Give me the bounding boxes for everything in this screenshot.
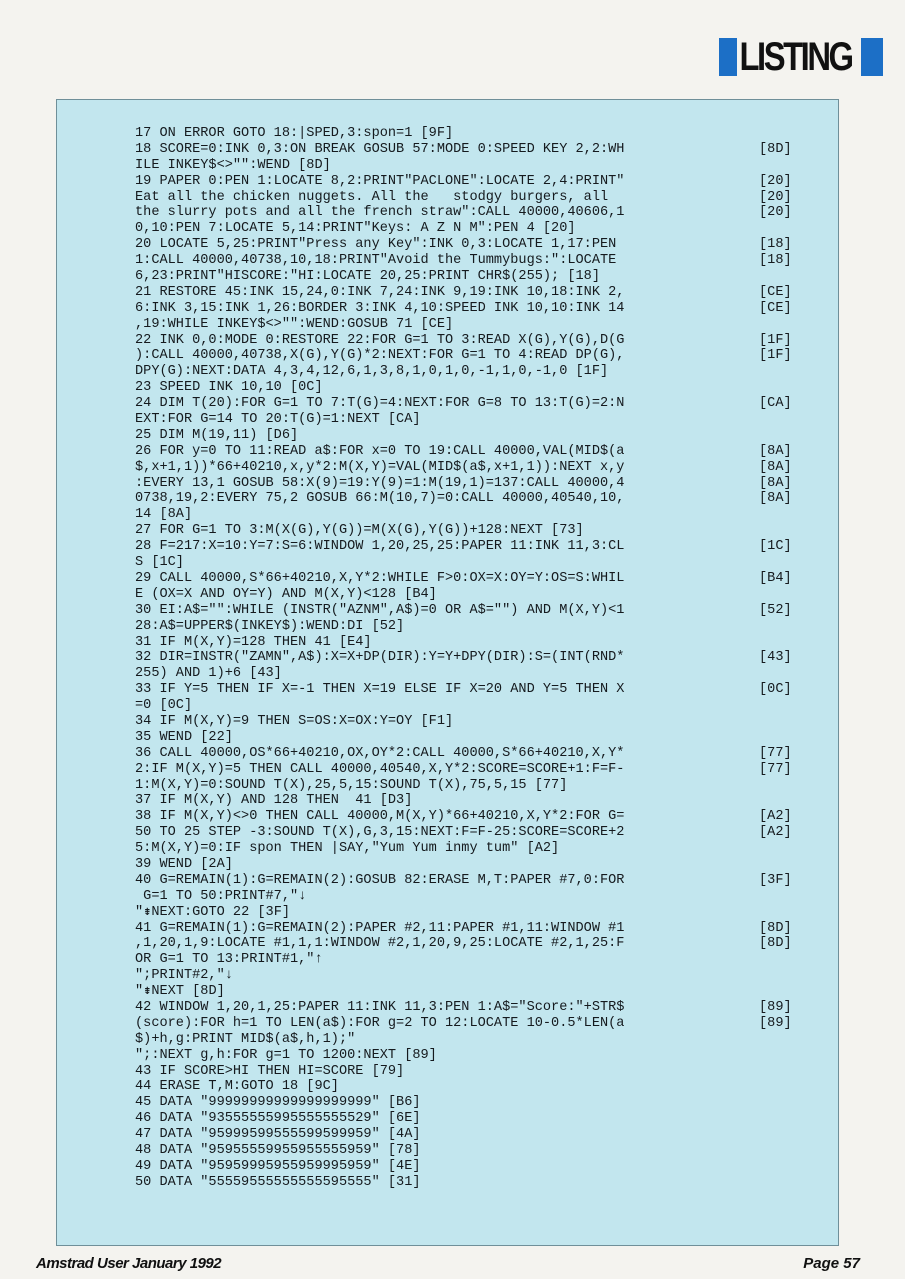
listing-line: [135, 507, 825, 523]
line-checksum: [759, 126, 825, 142]
listing-panel: [56, 99, 839, 1246]
line-code: 31 IF M(X,Y)=128 THEN 41 [E4]: [135, 634, 372, 650]
line-code: 41 G=REMAIN(1):G=REMAIN(2):PAPER #2,11:PAPER #1,11:WINDOW #1: [135, 920, 625, 936]
line-checksum: [759, 1064, 825, 1080]
line-code: "⇟NEXT [8D]: [135, 984, 225, 1000]
listing-line: [135, 1175, 825, 1191]
listing-line: [135, 603, 825, 619]
line-code: 44 ERASE T,M:GOTO 18 [9C]: [135, 1079, 339, 1095]
line-checksum: [759, 698, 825, 714]
line-code: S [1C]: [135, 555, 184, 571]
line-code: 32 DIR=INSTR("ZAMN",A$):X=X+DP(DIR):Y=Y+DPY(DIR):S=(INT(RND*: [135, 650, 625, 666]
line-code: 43 IF SCORE>HI THEN HI=SCORE [79]: [135, 1063, 405, 1079]
line-checksum: [43]: [759, 650, 792, 666]
listing-line: [135, 650, 825, 666]
line-code: 5:M(X,Y)=0:IF spon THEN |SAY,"Yum Yum inmy tum" [A2]: [135, 841, 560, 857]
line-checksum: [759, 1111, 825, 1127]
listing-line: [135, 762, 825, 778]
listing-line: [135, 555, 825, 571]
line-checksum: [759, 730, 825, 746]
line-checksum: [CA]: [759, 396, 792, 412]
line-code: 37 IF M(X,Y) AND 128 THEN 41 [D3]: [135, 793, 413, 809]
listing-line: [135, 285, 825, 301]
line-checksum: [759, 793, 825, 809]
line-checksum: [759, 587, 825, 603]
listing-line: [135, 380, 825, 396]
listing-line: [135, 253, 825, 269]
line-checksum: [759, 1127, 825, 1143]
listing-line: [135, 873, 825, 889]
line-code: 33 IF Y=5 THEN IF X=-1 THEN X=19 ELSE IF X=20 AND Y=5 THEN X: [135, 682, 625, 698]
listing-line: [135, 317, 825, 333]
line-code: 255) AND 1)+6 [43]: [135, 666, 282, 682]
line-checksum: [8A]: [759, 443, 792, 459]
line-checksum: [759, 952, 825, 968]
line-checksum: [89]: [759, 999, 792, 1015]
banner-right-block: [861, 38, 883, 76]
line-checksum: [18]: [759, 253, 792, 269]
line-checksum: [8D]: [759, 920, 792, 936]
line-code: :EVERY 13,1 GOSUB 58:X(9)=19:Y(9)=1:M(19,1)=137:CALL 40000,4: [135, 475, 625, 491]
line-checksum: [8D]: [759, 936, 792, 952]
listing-line: [135, 1064, 825, 1080]
listing-line: [135, 936, 825, 952]
listing-line: [135, 126, 825, 142]
line-checksum: [759, 364, 825, 380]
line-code: the slurry pots and all the french straw":CALL 40000,40606,1: [135, 205, 625, 221]
line-code: 35 WEND [22]: [135, 729, 233, 745]
line-checksum: [20]: [759, 205, 792, 221]
line-code: 42 WINDOW 1,20,1,25:PAPER 11:INK 11,3:PEN 1:A$="Score:"+STR$: [135, 999, 625, 1015]
line-code: 25 DIM M(19,11) [D6]: [135, 427, 299, 443]
page-number: Page 57: [803, 1255, 860, 1272]
line-checksum: [20]: [759, 189, 792, 205]
line-code: ";PRINT#2,"↓: [135, 968, 233, 984]
line-code: 34 IF M(X,Y)=9 THEN S=OS:X=OX:Y=OY [F1]: [135, 713, 454, 729]
listing-line: [135, 205, 825, 221]
listing-line: [135, 857, 825, 873]
listing-line: [135, 984, 825, 1000]
line-checksum: [89]: [759, 1015, 792, 1031]
line-checksum: [759, 1143, 825, 1159]
listing-line: [135, 174, 825, 190]
line-code: 14 [8A]: [135, 507, 193, 523]
line-code: EXT:FOR G=14 TO 20:T(G)=1:NEXT [CA]: [135, 412, 421, 428]
listing-line: [135, 412, 825, 428]
line-code: ";:NEXT g,h:FOR g=1 TO 1200:NEXT [89]: [135, 1047, 437, 1063]
line-checksum: [759, 1079, 825, 1095]
listing-line: [135, 587, 825, 603]
line-code: E (OX=X AND OY=Y) AND M(X,Y)<128 [B4]: [135, 586, 437, 602]
line-checksum: [759, 1048, 825, 1064]
line-code: 0,10:PEN 7:LOCATE 5,14:PRINT"Keys: A Z N M":PEN 4 [20]: [135, 221, 576, 237]
listing-line: [135, 539, 825, 555]
line-code: Eat all the chicken nuggets. All the stodgy burgers, all: [135, 189, 609, 205]
listing-line: [135, 841, 825, 857]
listing-line: [135, 1016, 825, 1032]
line-checksum: [CE]: [759, 300, 792, 316]
line-checksum: [1C]: [759, 539, 792, 555]
line-checksum: [759, 635, 825, 651]
line-code: OR G=1 TO 13:PRINT#1,"↑: [135, 952, 323, 968]
magazine-footer: Amstrad User January 1992: [36, 1255, 222, 1272]
line-checksum: [8A]: [759, 491, 792, 507]
listing-line: [135, 635, 825, 651]
line-code: 17 ON ERROR GOTO 18:|SPED,3:spon=1 [9F]: [135, 126, 454, 141]
line-checksum: [18]: [759, 237, 792, 253]
line-checksum: [1F]: [759, 332, 792, 348]
line-checksum: [8A]: [759, 459, 792, 475]
listing-line: [135, 142, 825, 158]
line-checksum: [759, 905, 825, 921]
line-code: 21 RESTORE 45:INK 15,24,0:INK 7,24:INK 9,19:INK 10,18:INK 2,: [135, 284, 625, 300]
section-label: LISTING: [739, 35, 852, 79]
line-checksum: [759, 317, 825, 333]
listing-line: [135, 301, 825, 317]
line-code: 27 FOR G=1 TO 3:M(X(G),Y(G))=M(X(G),Y(G))+128:NEXT [73]: [135, 523, 584, 539]
line-code: =0 [0C]: [135, 698, 193, 714]
line-code: 24 DIM T(20):FOR G=1 TO 7:T(G)=4:NEXT:FOR G=8 TO 13:T(G)=2:N: [135, 396, 625, 412]
line-code: DPY(G):NEXT:DATA 4,3,4,12,6,1,3,8,1,0,1,0,-1,1,0,-1,0 [1F]: [135, 364, 609, 380]
line-checksum: [759, 968, 825, 984]
line-checksum: [3F]: [759, 872, 792, 888]
line-checksum: [759, 428, 825, 444]
listing-line: [135, 1111, 825, 1127]
line-code: 0738,19,2:EVERY 75,2 GOSUB 66:M(10,7)=0:CALL 40000,40540,10,: [135, 491, 625, 507]
line-checksum: [77]: [759, 745, 792, 761]
listing-line: [135, 889, 825, 905]
listing-line: [135, 666, 825, 682]
line-checksum: [759, 1159, 825, 1175]
line-code: 26 FOR y=0 TO 11:READ a$:FOR x=0 TO 19:CALL 40000,VAL(MID$(a: [135, 443, 625, 459]
line-checksum: [759, 555, 825, 571]
line-code: 49 DATA "95959995955959995959" [4E]: [135, 1158, 421, 1174]
listing-line: [135, 1095, 825, 1111]
listing-line: [135, 1032, 825, 1048]
listing-line: [135, 364, 825, 380]
line-code: ,1,20,1,9:LOCATE #1,1,1:WINDOW #2,1,20,9,25:LOCATE #2,1,25:F: [135, 936, 625, 952]
listing-line: [135, 619, 825, 635]
line-code: 29 CALL 40000,S*66+40210,X,Y*2:WHILE F>0:OX=X:OY=Y:OS=S:WHIL: [135, 570, 625, 586]
line-code: ,19:WHILE INKEY$<>"":WEND:GOSUB 71 [CE]: [135, 316, 454, 332]
line-code: 50 DATA "55559555555555595555" [31]: [135, 1174, 421, 1190]
listing-line: [135, 778, 825, 794]
line-checksum: [759, 889, 825, 905]
line-checksum: [759, 619, 825, 635]
line-code: 40 G=REMAIN(1):G=REMAIN(2):GOSUB 82:ERASE M,T:PAPER #7,0:FOR: [135, 872, 625, 888]
listing-line: [135, 809, 825, 825]
line-checksum: [759, 158, 825, 174]
listing-line: [135, 793, 825, 809]
line-checksum: [759, 666, 825, 682]
line-code: 48 DATA "95955559955955555959" [78]: [135, 1143, 421, 1158]
line-checksum: [759, 221, 825, 237]
listing-line: [135, 730, 825, 746]
line-checksum: [8D]: [759, 141, 792, 157]
line-code: 45 DATA "99999999999999999999" [B6]: [135, 1095, 421, 1111]
listing-line: [135, 396, 825, 412]
listing-line: [135, 333, 825, 349]
listing-line: [135, 428, 825, 444]
listing-line: [135, 491, 825, 507]
line-code: 39 WEND [2A]: [135, 856, 233, 872]
listing-line: [135, 1127, 825, 1143]
line-code: (score):FOR h=1 TO LEN(a$):FOR g=2 TO 12:LOCATE 10-0.5*LEN(a: [135, 1015, 625, 1031]
listing-line: [135, 523, 825, 539]
listing-line: [135, 1048, 825, 1064]
line-checksum: [A2]: [759, 809, 792, 825]
listing-line: [135, 952, 825, 968]
line-code: 6:INK 3,15:INK 1,26:BORDER 3:INK 4,10:SPEED INK 10,10:INK 14: [135, 300, 625, 316]
line-checksum: [759, 269, 825, 285]
banner-left-block: [719, 38, 737, 76]
line-checksum: [759, 412, 825, 428]
listing-line: [135, 444, 825, 460]
line-checksum: [759, 778, 825, 794]
listing-line: [135, 905, 825, 921]
line-code: 28 F=217:X=10:Y=7:S=6:WINDOW 1,20,25,25:PAPER 11:INK 11,3:CL: [135, 539, 625, 555]
listing-line: [135, 571, 825, 587]
line-code: 46 DATA "93555555995555555529" [6E]: [135, 1111, 421, 1127]
line-code: 6,23:PRINT"HISCORE:"HI:LOCATE 20,25:PRINT CHR$(255); [18]: [135, 269, 600, 285]
line-code: 1:M(X,Y)=0:SOUND T(X),25,5,15:SOUND T(X),75,5,15 [77]: [135, 777, 568, 793]
line-code: 20 LOCATE 5,25:PRINT"Press any Key":INK 0,3:LOCATE 1,17:PEN: [135, 237, 617, 253]
program-listing: [135, 126, 825, 1191]
line-code: $,x+1,1))*66+40210,x,y*2:M(X,Y)=VAL(MID$(a$,x+1,1)):NEXT x,y: [135, 459, 625, 475]
line-checksum: [759, 1032, 825, 1048]
listing-line: [135, 1079, 825, 1095]
line-code: 38 IF M(X,Y)<>0 THEN CALL 40000,M(X,Y)*66+40210,X,Y*2:FOR G=: [135, 809, 625, 825]
line-code: 22 INK 0,0:MODE 0:RESTORE 22:FOR G=1 TO 3:READ X(G),Y(G),D(G: [135, 332, 625, 348]
line-code: 36 CALL 40000,OS*66+40210,OX,OY*2:CALL 40000,S*66+40210,X,Y*: [135, 745, 625, 761]
listing-line: [135, 921, 825, 937]
line-checksum: [A2]: [759, 825, 792, 841]
line-code: 1:CALL 40000,40738,10,18:PRINT"Avoid the Tummybugs:":LOCATE: [135, 253, 617, 269]
line-checksum: [759, 714, 825, 730]
listing-line: [135, 714, 825, 730]
line-checksum: [52]: [759, 602, 792, 618]
line-code: G=1 TO 50:PRINT#7,"↓: [135, 888, 307, 904]
line-checksum: [1F]: [759, 348, 792, 364]
listing-line: [135, 1159, 825, 1175]
line-checksum: [759, 1175, 825, 1191]
line-code: 2:IF M(X,Y)=5 THEN CALL 40000,40540,X,Y*2:SCORE=SCORE+1:F=F-: [135, 761, 625, 777]
line-code: 28:A$=UPPER$(INKEY$):WEND:DI [52]: [135, 618, 405, 634]
listing-line: [135, 1143, 825, 1159]
listing-line: [135, 348, 825, 364]
line-checksum: [759, 507, 825, 523]
line-checksum: [759, 1095, 825, 1111]
line-checksum: [759, 523, 825, 539]
line-code: 18 SCORE=0:INK 0,3:ON BREAK GOSUB 57:MODE 0:SPEED KEY 2,2:WH: [135, 141, 625, 157]
line-checksum: [77]: [759, 761, 792, 777]
line-code: 47 DATA "95999599555599599959" [4A]: [135, 1127, 421, 1143]
line-code: 23 SPEED INK 10,10 [0C]: [135, 380, 323, 396]
line-code: ):CALL 40000,40738,X(G),Y(G)*2:NEXT:FOR G=1 TO 4:READ DP(G),: [135, 348, 625, 364]
listing-line: [135, 698, 825, 714]
line-code: 50 TO 25 STEP -3:SOUND T(X),G,3,15:NEXT:F=F-25:SCORE=SCORE+2: [135, 825, 625, 841]
line-code: 30 EI:A$="":WHILE (INSTR("AZNM",A$)=0 OR A$="") AND M(X,Y)<1: [135, 602, 625, 618]
line-checksum: [759, 841, 825, 857]
listing-line: [135, 460, 825, 476]
listing-line: [135, 682, 825, 698]
line-code: "⇟NEXT:GOTO 22 [3F]: [135, 904, 291, 920]
listing-banner: [719, 35, 883, 79]
listing-line: [135, 269, 825, 285]
listing-line: [135, 476, 825, 492]
listing-line: [135, 968, 825, 984]
line-checksum: [8A]: [759, 475, 792, 491]
listing-line: [135, 746, 825, 762]
listing-line: [135, 825, 825, 841]
listing-line: [135, 190, 825, 206]
listing-line: [135, 237, 825, 253]
line-checksum: [0C]: [759, 682, 792, 698]
line-checksum: [759, 984, 825, 1000]
listing-line: [135, 158, 825, 174]
line-code: 19 PAPER 0:PEN 1:LOCATE 8,2:PRINT"PACLONE":LOCATE 2,4:PRINT": [135, 173, 625, 189]
line-code: $)+h,g:PRINT MID$(a$,h,1);": [135, 1031, 356, 1047]
line-checksum: [B4]: [759, 570, 792, 586]
listing-line: [135, 1000, 825, 1016]
line-checksum: [20]: [759, 173, 792, 189]
line-checksum: [759, 857, 825, 873]
listing-line: [135, 221, 825, 237]
line-checksum: [CE]: [759, 284, 792, 300]
line-code: ILE INKEY$<>"":WEND [8D]: [135, 157, 331, 173]
line-checksum: [759, 380, 825, 396]
